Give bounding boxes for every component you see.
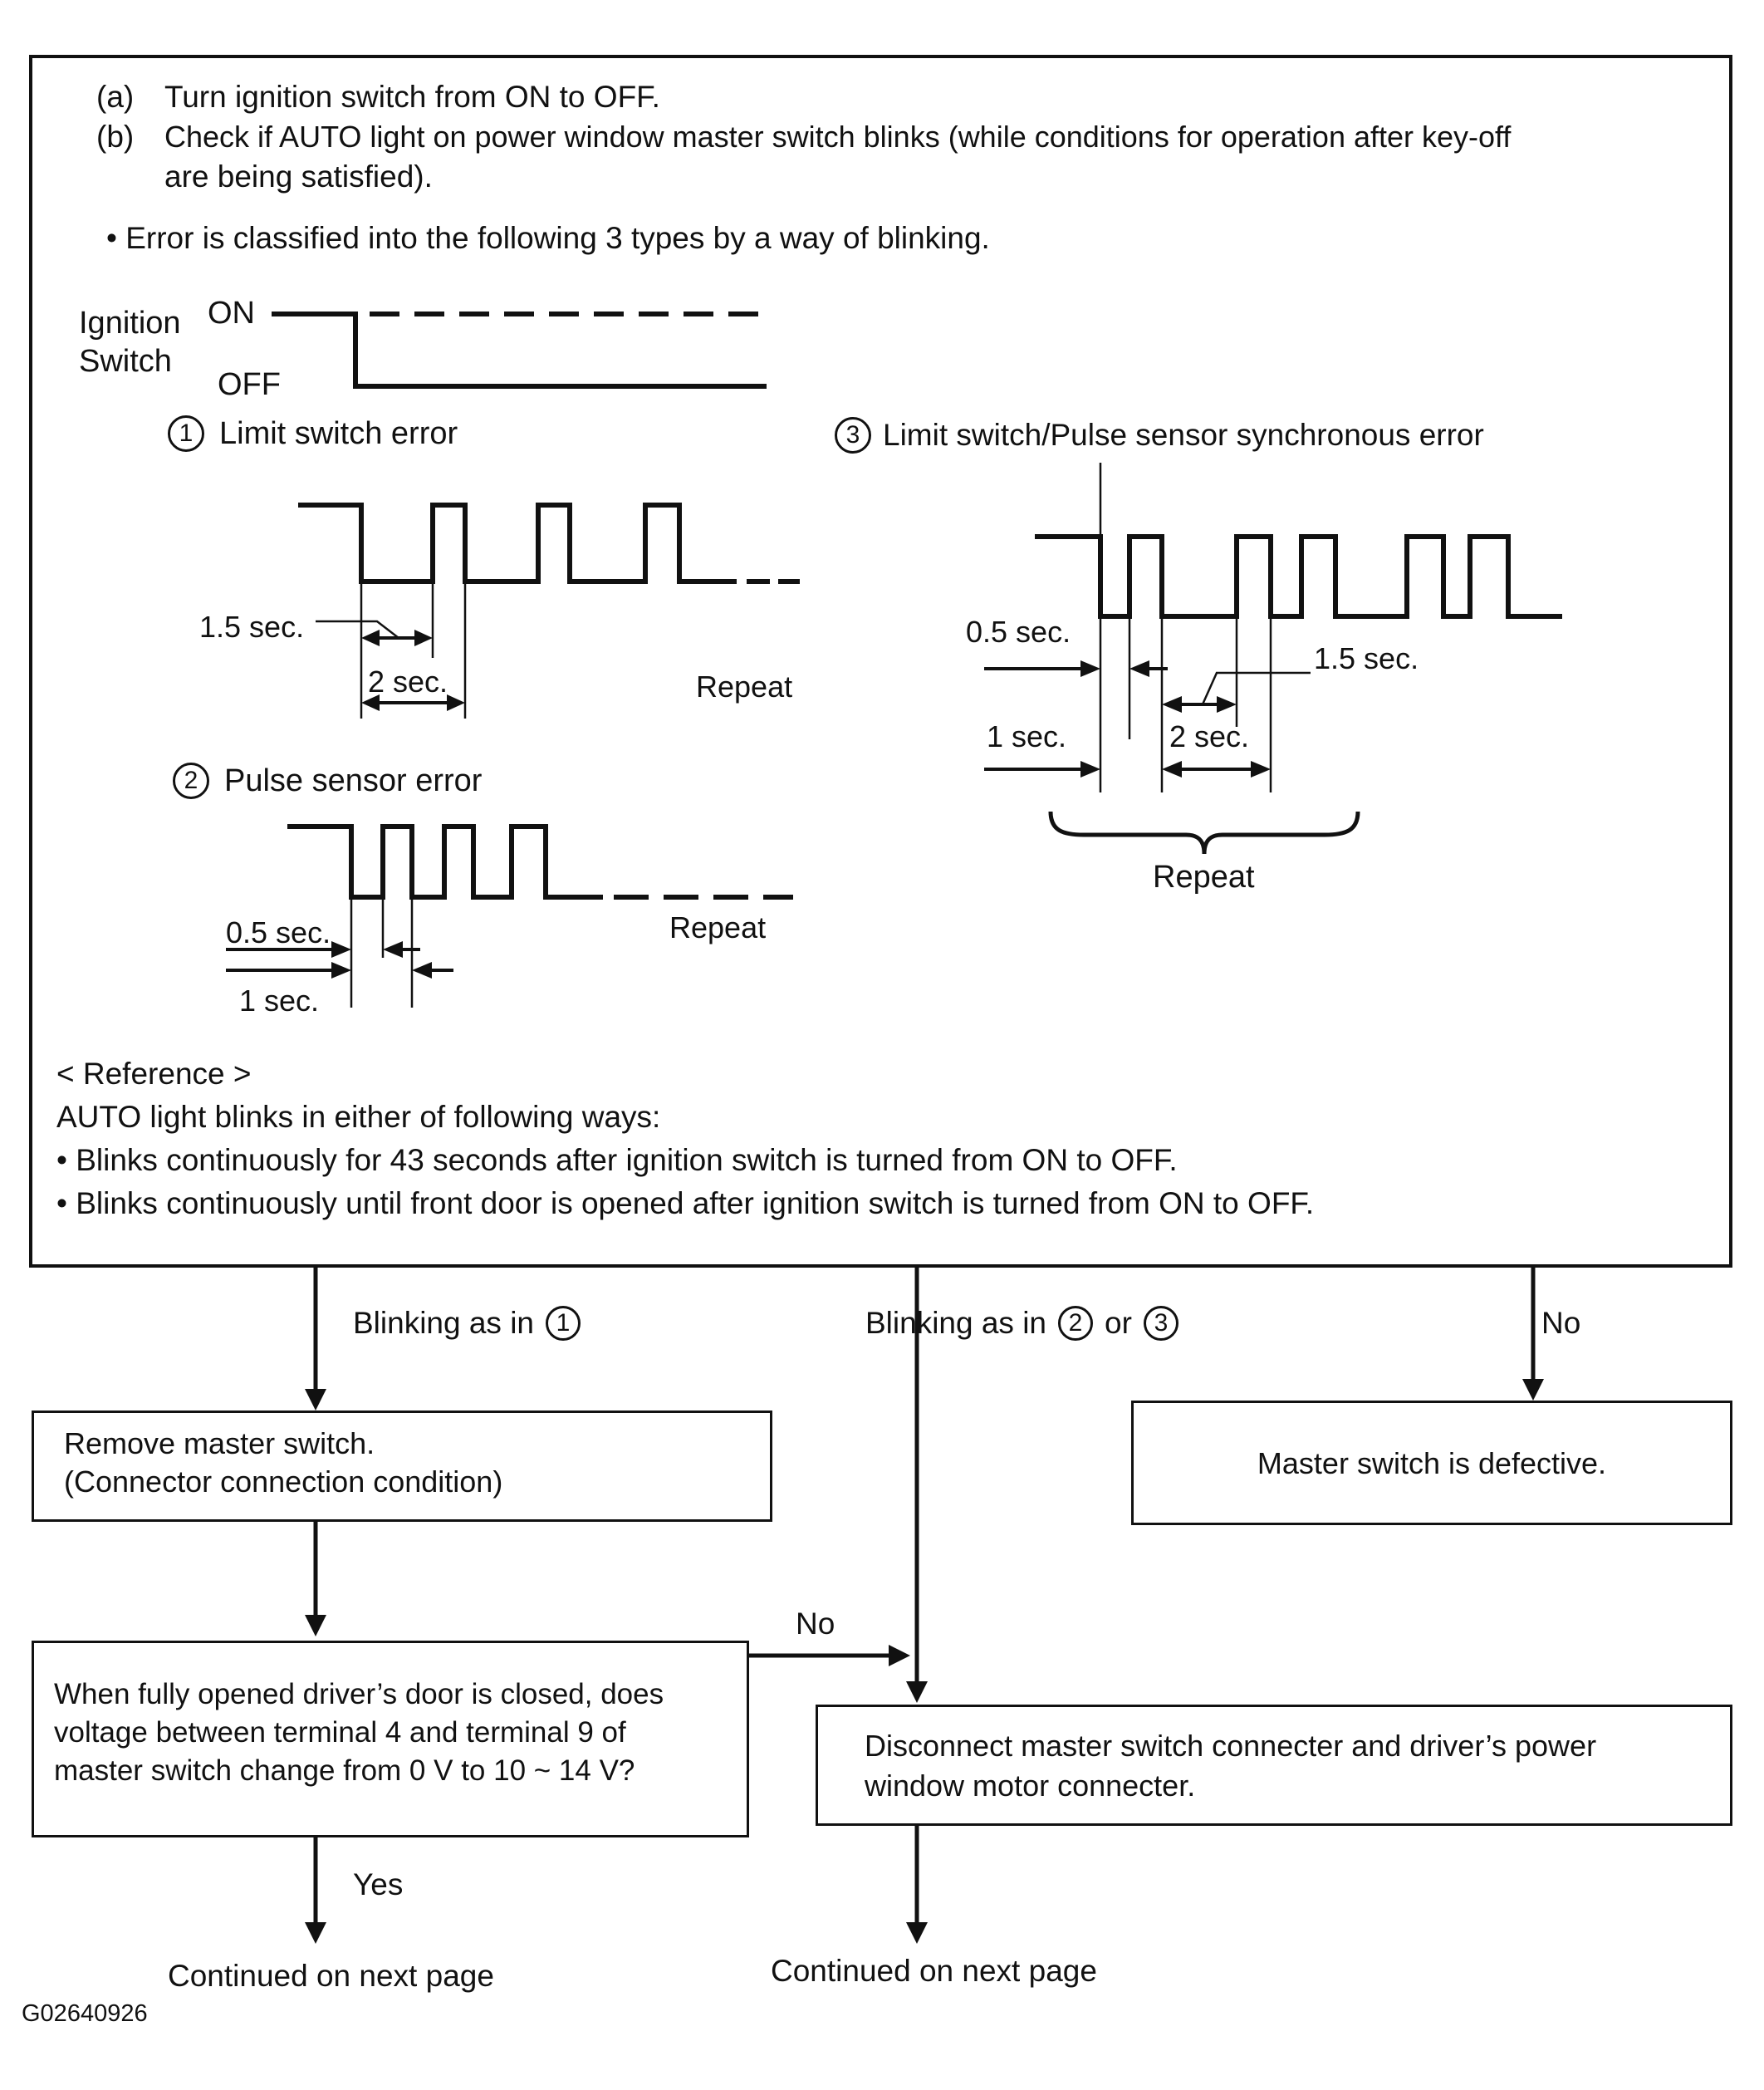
question-line1: When fully opened driver’s door is closed, does	[54, 1678, 664, 1710]
ignition-label-line1: Ignition	[79, 306, 181, 341]
continued-left-label: Continued on next page	[168, 1959, 494, 1993]
error3-waveform	[947, 449, 1744, 922]
flowchart-connectors	[0, 1263, 1764, 1969]
ignition-off-label: OFF	[218, 367, 281, 402]
question-line3: master switch change from 0 V to 10 ~ 14 V?	[54, 1754, 635, 1787]
branch2-text: Blinking as in	[865, 1306, 1047, 1340]
error3-title: Limit switch/Pulse sensor synchronous error	[883, 418, 1484, 452]
disconnect-connecters-box	[816, 1705, 1732, 1826]
figure-id: G02640926	[22, 2000, 148, 2027]
error2-label-0-5sec: 0.5 sec.	[226, 915, 331, 949]
branch-blinking-1-label	[353, 1306, 581, 1341]
step-a-text: Turn ignition switch from ON to OFF.	[164, 80, 660, 114]
error3-label-2sec: 2 sec.	[1169, 719, 1250, 753]
error3-number-icon: 3	[835, 417, 871, 454]
error1-heading	[168, 415, 458, 452]
error1-repeat-label: Repeat	[696, 670, 793, 704]
error3-label-0-5sec: 0.5 sec.	[966, 615, 1071, 649]
ignition-on-label: ON	[208, 296, 255, 331]
voltage-question-box	[32, 1641, 749, 1837]
disconnect-line1: Disconnect master switch connecter and driver’s power	[865, 1729, 1597, 1763]
master-switch-defective-box	[1131, 1401, 1732, 1525]
error3-label-1-5sec: 1.5 sec.	[1314, 641, 1419, 675]
remove-master-switch-box	[32, 1411, 772, 1522]
step-b-text-line2: are being satisfied).	[164, 159, 433, 194]
error2-title: Pulse sensor error	[224, 763, 483, 798]
defective-text: Master switch is defective.	[1257, 1446, 1607, 1480]
error1-label-1-5sec: 1.5 sec.	[199, 610, 305, 644]
yes-label: Yes	[353, 1867, 404, 1901]
repeat-brace	[1051, 812, 1358, 854]
question-line2: voltage between terminal 4 and terminal 9 of	[54, 1716, 626, 1749]
ignition-waveform	[266, 282, 781, 415]
reference-intro: AUTO light blinks in either of following ways:	[56, 1100, 661, 1134]
step-b-text-line1: Check if AUTO light on power window master switch blinks (while conditions for operation after key-off	[164, 120, 1512, 154]
error3-label-1sec: 1 sec.	[987, 719, 1067, 753]
error2-number-icon: 2	[173, 763, 209, 799]
branch2-number1-icon: 2	[1058, 1306, 1093, 1341]
reference-bullet-2: • Blinks continuously until front door is opened after ignition switch is turned from ON to OFF.	[56, 1186, 1315, 1220]
disconnect-line2: window motor connecter.	[865, 1769, 1196, 1803]
error3-repeat-label: Repeat	[1153, 860, 1255, 895]
error1-label-2sec: 2 sec.	[368, 665, 448, 699]
remove-line1: Remove master switch.	[64, 1426, 375, 1460]
reference-heading: < Reference >	[56, 1057, 252, 1091]
branch2-number2-icon: 3	[1144, 1306, 1178, 1341]
no-label-right: No	[1541, 1306, 1581, 1340]
ignition-label-line2: Switch	[79, 344, 172, 379]
no-label-middle: No	[796, 1607, 835, 1641]
remove-line2: (Connector connection condition)	[64, 1464, 503, 1499]
reference-bullet-1: • Blinks continuously for 43 seconds after ignition switch is turned from ON to OFF.	[56, 1143, 1178, 1177]
continued-middle-label: Continued on next page	[771, 1954, 1097, 1988]
error-types-bullet: • Error is classified into the following 3 types by a way of blinking.	[106, 221, 990, 255]
branch2-or-text: or	[1105, 1306, 1132, 1340]
step-a-label: (a)	[96, 80, 135, 114]
branch1-text: Blinking as in	[353, 1306, 535, 1340]
step-b-label: (b)	[96, 120, 135, 154]
branch1-number-icon: 1	[546, 1306, 581, 1341]
branch-blinking-2-3-label	[865, 1306, 1178, 1341]
error1-number-icon: 1	[168, 415, 204, 452]
error2-repeat-label: Repeat	[669, 910, 767, 944]
error1-title: Limit switch error	[219, 415, 458, 451]
error2-label-1sec: 1 sec.	[239, 984, 320, 1018]
